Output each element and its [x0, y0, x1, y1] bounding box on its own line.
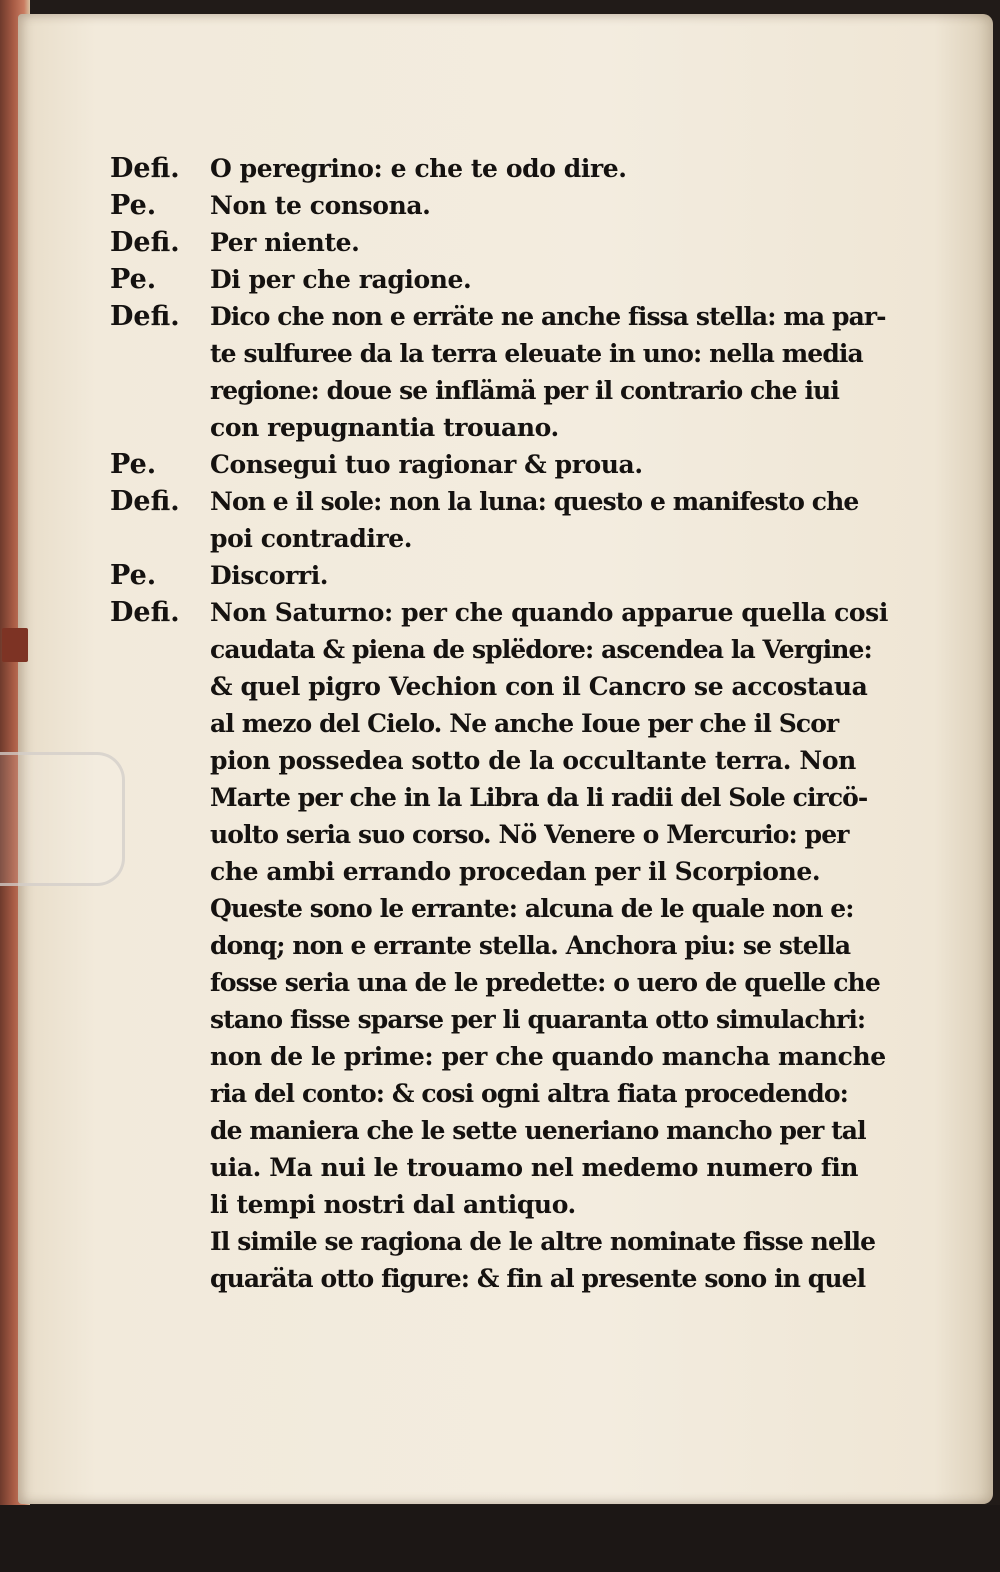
speaker-label: Pe. [110, 264, 157, 295]
text-line: non de le prime: per che quando mancha manche [210, 1042, 886, 1071]
dialogue-entry [110, 150, 910, 187]
text-line: Discorri. [210, 561, 329, 590]
speech-text [210, 446, 910, 483]
text-line: Non Saturno: per che quando apparue quella cosi [210, 598, 888, 627]
text-line: ria del conto: & cosi ogni altra fiata procedendo: [210, 1079, 848, 1108]
speech-text [210, 224, 910, 261]
dialogue-entry [110, 261, 910, 298]
text-line: quaräta otto figure: & fin al presente sono in quel [210, 1264, 866, 1293]
speaker-label: Defi. [110, 486, 180, 517]
speech-text [210, 483, 910, 557]
text-line: caudata & piena de splëdore: ascendea la Vergine: [210, 635, 872, 664]
dialogue-entry [110, 224, 910, 261]
dialogue-entry [110, 483, 910, 557]
speech-text [210, 557, 910, 594]
text-line: Non te consona. [210, 191, 431, 220]
text-line: & quel pigro Vechion con il Cancro se accostaua [210, 672, 868, 701]
speech-text [210, 594, 910, 1297]
speaker-label: Defi. [110, 597, 180, 628]
dark-background-band [0, 1505, 1000, 1572]
dialogue-entry [110, 557, 910, 594]
speech-text [210, 298, 910, 446]
page-clip [0, 752, 125, 886]
text-line: al mezo del Cielo. Ne anche Ioue per che il Scor [210, 709, 839, 738]
dialogue-entry [110, 594, 910, 1297]
text-line: li tempi nostri dal antiquo. [210, 1190, 576, 1219]
text-line: uolto seria suo corso. Nö Venere o Mercurio: per [210, 820, 849, 849]
text-line: Di per che ragione. [210, 265, 472, 294]
text-line: Per niente. [210, 228, 360, 257]
dialogue-entry [110, 298, 910, 446]
speaker-label: Pe. [110, 190, 157, 221]
text-line: donq; non e errante stella. Anchora piu: se stella [210, 931, 851, 960]
speech-text [210, 150, 910, 187]
text-line: Dico che non e erräte ne anche fissa stella: ma par- [210, 302, 886, 331]
text-line: uia. Ma nui le trouamo nel medemo numero fin [210, 1153, 859, 1182]
speaker-label: Defi. [110, 153, 180, 184]
text-line: regione: doue se inflämä per il contrario che iui [210, 376, 839, 405]
text-line: fosse seria una de le predette: o uero de quelle che [210, 968, 880, 997]
text-line: O peregrino: e che te odo dire. [210, 154, 627, 183]
text-line: poi contradire. [210, 524, 413, 553]
text-line: Il simile se ragiona de le altre nominate fisse nelle [210, 1227, 876, 1256]
text-line: Queste sono le errante: alcuna de le quale non e: [210, 894, 854, 923]
red-tab-marker [2, 628, 28, 662]
text-line: Consegui tuo ragionar & proua. [210, 450, 643, 479]
speaker-label: Defi. [110, 301, 180, 332]
text-line: che ambi errando procedan per il Scorpione. [210, 857, 821, 886]
text-line: Marte per che in la Libra da li radii del Sole circö- [210, 783, 868, 812]
speaker-label: Pe. [110, 449, 157, 480]
text-line: Non e il sole: non la luna: questo e manifesto che [210, 487, 859, 516]
dialogue-entry [110, 446, 910, 483]
text-line: te sulfuree da la terra eleuate in uno: nella media [210, 339, 863, 368]
dialogue-text [110, 150, 910, 1297]
text-line: pion possedea sotto de la occultante terra. Non [210, 746, 856, 775]
dialogue-entry [110, 187, 910, 224]
speaker-label: Pe. [110, 560, 157, 591]
text-line: stano fisse sparse per li quaranta otto simulachri: [210, 1005, 866, 1034]
text-line: con repugnantia trouano. [210, 413, 559, 442]
speech-text [210, 261, 910, 298]
speech-text [210, 187, 910, 224]
text-line: de maniera che le sette ueneriano mancho per tal [210, 1116, 866, 1145]
speaker-label: Defi. [110, 227, 180, 258]
